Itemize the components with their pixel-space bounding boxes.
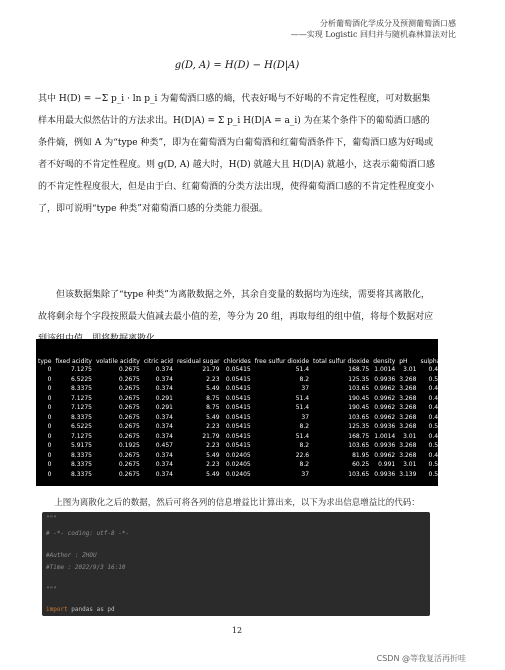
- table-cell: 7.1275: [70, 404, 92, 411]
- header-line-1: 分析葡萄酒化学成分及预测葡萄酒口感: [320, 19, 456, 28]
- table-cell: 9.5525: [457, 375, 479, 383]
- header-density: density: [373, 358, 396, 365]
- table-cell: 0: [499, 470, 503, 478]
- table-cell: 22.6: [295, 451, 310, 459]
- code-line-import: [46, 606, 115, 613]
- table-cell: 0.05415: [225, 366, 251, 373]
- header-line-2: ——实现 Logistic 回归并与随机森林算法对比: [290, 30, 456, 39]
- table-cell: 0.9962: [374, 394, 396, 402]
- table-cell: 0.05415: [225, 442, 251, 449]
- table-cell: 125.35: [348, 423, 370, 430]
- table-cell: 0.05415: [225, 432, 251, 440]
- header-free-sulfur-dioxide: free sulfur dioxide: [254, 358, 310, 365]
- table-cell: 3.268: [399, 442, 417, 449]
- table-cell: 3.268: [399, 375, 417, 383]
- table-cell: 0.9962: [374, 413, 396, 421]
- table-cell: 0: [47, 442, 52, 449]
- table-cell: 0.9962: [374, 404, 396, 411]
- table-cell: 8.2: [299, 375, 310, 383]
- code-line-docstring-close: """: [46, 586, 57, 593]
- table-cell: 0.4435: [428, 366, 450, 373]
- table-cell: 190.45: [348, 394, 370, 402]
- table-cell: 0.05415: [225, 385, 251, 392]
- table-cell: 0.05415: [225, 375, 251, 383]
- table-cell: 9.8975: [457, 394, 479, 402]
- table-cell: 0: [47, 432, 52, 440]
- table-cell: 0.4435: [428, 394, 450, 402]
- table-cell: 9.5525: [457, 470, 479, 478]
- running-header: [291, 18, 456, 40]
- table-cell: 0: [47, 451, 52, 459]
- table-cell: 21.79: [202, 366, 220, 373]
- table-cell: 0: [47, 413, 52, 421]
- table-body: [36, 365, 505, 479]
- table-cell: 0.1925: [118, 442, 140, 449]
- table-cell: 7.1275: [70, 366, 92, 373]
- table-cell: 6.5225: [70, 375, 92, 383]
- table-cell: 0.374: [155, 470, 173, 478]
- table-cell: 0.05415: [225, 423, 251, 430]
- table-cell: 1: [499, 423, 503, 430]
- table-cell: 0.374: [155, 385, 173, 392]
- table-cell: 3.268: [399, 451, 417, 459]
- table-cell: 51.4: [295, 404, 310, 411]
- table-cell: 0.5315: [428, 442, 450, 449]
- table-cell: 0: [47, 385, 52, 392]
- table-cell: 8.2: [299, 442, 310, 449]
- table-cell: 8.75: [206, 394, 220, 402]
- table-cell: 8.8625: [457, 432, 479, 440]
- table-cell: 1: [499, 432, 503, 440]
- table-cell: 0.374: [155, 413, 173, 421]
- table-cell: 0.5315: [428, 423, 450, 430]
- table-cell: 60.25: [352, 461, 370, 468]
- table-cell: 0.9936: [374, 470, 396, 478]
- paragraph-entropy: 其中 H(D) = −Σ p_i · ln p_i 为葡萄酒口感的熵，代表好喝与不好喝的不肯定性程度，可对数据集样本用最大似然估计的方法求出。H(D|A) = Σ p_i H(D|A = a_i) 为在某个条件下的葡萄酒口感的条件熵，例如 A 为“type 种类”，即为在葡萄酒为白葡萄酒和红葡萄酒条件下，葡萄酒口感为好喝或者不好喝的不肯定性程度。则 g(D, A) 越大时，H(D) 就越大且 H(D|A) 就越小，这表示葡萄酒口感的不肯定性程度很大，但是由于白、红葡萄酒的分类方法出现，使得葡萄酒口感的不肯定性程度变小了，即可说明“type 种类”对葡萄酒口感的分类能力很强。: [38, 94, 435, 214]
- table-cell: 0.9962: [374, 451, 396, 459]
- header-chlorides: chlorides: [223, 358, 251, 365]
- table-cell: 9.5525: [457, 442, 479, 449]
- table-cell: 0.991: [378, 461, 396, 468]
- table-cell: 1: [499, 366, 503, 373]
- table-cell: 0.374: [155, 366, 173, 373]
- table-cell: 0: [47, 461, 52, 468]
- table-cell: 5.49: [206, 385, 220, 392]
- table-cell: 0.457: [155, 442, 173, 449]
- information-gain-formula: g(D, A) = H(D) − H(D|A): [174, 60, 300, 71]
- table-cell: 0.4435: [428, 385, 450, 392]
- table-cell: 10.243: [457, 451, 479, 459]
- table-row: [36, 441, 505, 451]
- table-cell: 0.2675: [118, 470, 140, 478]
- table-cell: 8.2: [299, 461, 310, 468]
- discretized-data-table: [36, 339, 503, 486]
- header-quality: quality: [482, 358, 503, 365]
- table-cell: 0: [499, 461, 503, 468]
- table-cell: 9.8975: [457, 404, 479, 411]
- header-volatile-acidity: volatile acidity: [95, 358, 140, 365]
- table-cell: 0.2675: [118, 451, 140, 459]
- table-cell: 3.268: [399, 394, 417, 402]
- table-cell: 9.5525: [457, 423, 479, 430]
- table-cell: 0.02405: [225, 461, 251, 468]
- table-cell: 0.374: [155, 461, 173, 468]
- header-residual-sugar: residual sugar: [176, 358, 220, 365]
- table-cell: 0.2675: [118, 394, 140, 402]
- table-cell: 190.45: [348, 404, 370, 411]
- code-line-docstring-open: """: [46, 515, 57, 522]
- paragraph-discretization: 但该数据集除了“type 种类”为离散数据之外，其余自变量的数据均为连续，需要将其离散化，故将剩余每个字段按照最大值减去最小值的差，等分为 20 组，再取每组的组中值，将每个数据对应: [38, 290, 434, 322]
- table-cell: 0.291: [155, 404, 173, 411]
- table-cell: 0: [47, 366, 52, 373]
- table-cell: 0.374: [155, 375, 173, 383]
- csdn-watermark: CSDN @等我复活再折哇: [376, 654, 466, 663]
- table-cell: 3.01: [403, 366, 417, 373]
- table-cell: 3.01: [403, 432, 417, 440]
- table-cell: 0.05415: [225, 394, 251, 402]
- table-cell: 51.4: [295, 366, 310, 373]
- table-cell: 125.35: [348, 375, 370, 383]
- table-cell: 8.3375: [70, 413, 92, 421]
- table-cell: 3.268: [399, 385, 417, 392]
- table-cell: 0.9936: [374, 442, 396, 449]
- table-row: [36, 394, 505, 404]
- table-cell: 5.49: [206, 470, 220, 478]
- table-cell: 1: [499, 442, 503, 449]
- table-cell: 0.374: [155, 423, 173, 430]
- table-cell: 81.95: [352, 451, 370, 459]
- header-type: type: [38, 358, 52, 365]
- table-cell: 0: [47, 423, 52, 430]
- table-cell: 5.49: [206, 413, 220, 421]
- table-cell: 1: [499, 385, 503, 392]
- table-cell: 51.4: [295, 432, 310, 440]
- table-cell: 3.01: [403, 461, 417, 468]
- table-cell: 8.3375: [70, 461, 92, 468]
- table-cell: 0: [47, 404, 52, 411]
- table-cell: 11.968: [457, 461, 479, 468]
- import-keyword: import: [46, 606, 68, 613]
- table-cell: 8.2: [299, 423, 310, 430]
- table-cell: 0: [47, 375, 52, 383]
- table-cell: 168.75: [348, 366, 370, 373]
- table-cell: 103.65: [348, 442, 370, 449]
- header-total-sulfur-dioxide: total sulfur dioxide: [313, 358, 370, 365]
- table-row: [36, 365, 505, 375]
- table-cell: 2.23: [206, 461, 220, 468]
- table-cell: 0.5315: [428, 470, 450, 478]
- import-rest: pandas as pd: [67, 606, 115, 613]
- table-cell: 0.2675: [118, 432, 140, 440]
- table-cell: 0: [47, 394, 52, 402]
- table-cell: 1: [499, 394, 503, 402]
- table-cell: 103.65: [348, 385, 370, 392]
- header-alcohol: alcohol: [453, 358, 475, 365]
- header-ph: pH: [399, 358, 408, 365]
- table-cell: 0.05415: [225, 413, 251, 421]
- table-cell: 0.2675: [118, 385, 140, 392]
- table-cell: 5.49: [206, 451, 220, 459]
- table-row: [36, 403, 505, 413]
- table-header-row: [36, 339, 505, 365]
- header-fixed-acidity: fixed acidity: [55, 358, 92, 365]
- table-cell: 3.139: [399, 470, 417, 478]
- table-cell: 0.05415: [225, 404, 251, 411]
- table-cell: 21.79: [202, 432, 220, 440]
- table-cell: 0.9962: [374, 385, 396, 392]
- table-cell: 0.02405: [225, 451, 251, 459]
- table-cell: 0: [47, 470, 52, 478]
- table-cell: 0.374: [155, 432, 173, 440]
- table-cell: 51.4: [295, 394, 310, 402]
- table-row: [36, 375, 505, 385]
- table-cell: 0.5315: [428, 461, 450, 468]
- table-row: [36, 422, 505, 432]
- table-cell: 7.1275: [70, 432, 92, 440]
- table-caption: 上图为离散化之后的数据，然后可将各列的信息增益比计算出来，以下为求出信息增益比的代码：: [54, 498, 420, 508]
- table-cell: 1.0014: [374, 366, 396, 373]
- table-cell: 8.3375: [70, 451, 92, 459]
- table-cell: 6.5225: [70, 423, 92, 430]
- table-cell: 8.75: [206, 404, 220, 411]
- table-cell: 0.9936: [374, 375, 396, 383]
- table-cell: 0.2675: [118, 404, 140, 411]
- code-block: [42, 512, 430, 616]
- header-sulphates: sulphates: [420, 358, 450, 365]
- table-cell: 2.23: [206, 423, 220, 430]
- table-row: [36, 460, 505, 470]
- table-cell: 0.2675: [118, 461, 140, 468]
- table-cell: 2.23: [206, 442, 220, 449]
- table-cell: 7.1275: [70, 394, 92, 402]
- table-cell: 3.268: [399, 413, 417, 421]
- table-cell: 0.4435: [428, 451, 450, 459]
- table-cell: 0.02405: [225, 470, 251, 478]
- table-cell: 10.2425: [453, 385, 479, 392]
- table-cell: 0.4435: [428, 404, 450, 411]
- code-line-time: #Time : 2022/9/3 16:10: [46, 564, 126, 571]
- table-cell: 1: [499, 404, 503, 411]
- table-cell: 8.8625: [457, 366, 479, 373]
- table-cell: 1.0014: [374, 432, 396, 440]
- table-cell: 37: [301, 385, 310, 392]
- table-row: [36, 451, 505, 461]
- table-cell: 0.374: [155, 451, 173, 459]
- code-line-coding: # -*- coding: utf-8 -*-: [46, 530, 130, 537]
- table-cell: 8.3375: [70, 385, 92, 392]
- table-cell: 37: [301, 470, 310, 478]
- table-row: [36, 413, 505, 423]
- table-cell: 1: [499, 375, 503, 383]
- header-citric-acid: citric acid: [143, 358, 173, 365]
- table-cell: 0.5315: [428, 375, 450, 383]
- table-cell: 103.65: [348, 413, 370, 421]
- table-cell: 0.9936: [374, 423, 396, 430]
- table-cell: 0.2675: [118, 413, 140, 421]
- table-row: [36, 470, 505, 480]
- table-cell: 0.2675: [118, 423, 140, 430]
- table-cell: 0.4435: [428, 432, 450, 440]
- table-cell: 3.268: [399, 404, 417, 411]
- table-cell: 0.4435: [428, 413, 450, 421]
- page-number: 12: [231, 626, 243, 635]
- table-cell: 37: [301, 413, 310, 421]
- table-cell: 1: [499, 413, 503, 421]
- table-cell: 5.9175: [70, 442, 92, 449]
- table-cell: 103.65: [348, 470, 370, 478]
- table-cell: 1: [499, 451, 503, 459]
- table-row: [36, 432, 505, 442]
- table-cell: 0.2675: [118, 375, 140, 383]
- code-line-author: #Author : ZHOU: [46, 552, 97, 559]
- table-cell: 168.75: [348, 432, 370, 440]
- table-cell: 2.23: [206, 375, 220, 383]
- table-row: [36, 384, 505, 394]
- table-cell: 0.2675: [118, 366, 140, 373]
- table-cell: 8.3375: [70, 470, 92, 478]
- table-cell: 10.243: [457, 413, 479, 421]
- table-cell: 3.268: [399, 423, 417, 430]
- table-cell: 0.291: [155, 394, 173, 402]
